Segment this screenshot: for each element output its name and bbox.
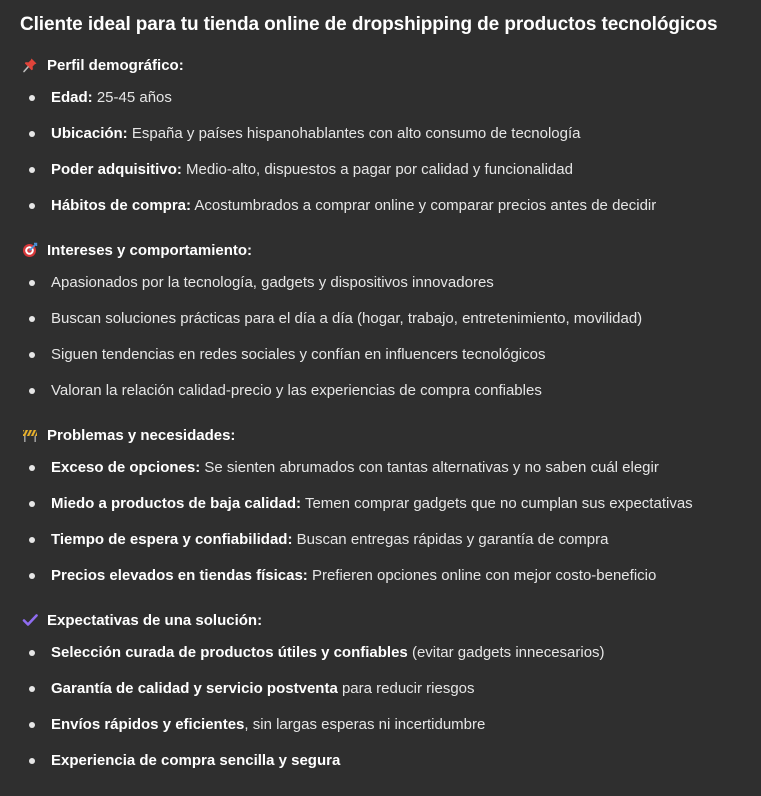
bullet-icon — [29, 167, 35, 173]
list-item — [20, 486, 761, 522]
list-item-key: Experiencia de compra sencilla y segura — [51, 752, 341, 769]
list-item-text: Siguen tendencias en redes sociales y confían en influencers tecnológicos — [51, 346, 546, 363]
list-item — [20, 671, 761, 707]
bullet-icon — [29, 686, 35, 692]
list-item — [20, 522, 761, 558]
list-item-text: Apasionados por la tecnología, gadgets y dispositivos innovadores — [51, 274, 494, 291]
list-item-text: (evitar gadgets innecesarios) — [407, 644, 605, 661]
list-item-text: 25-45 años — [92, 89, 172, 106]
section-heading-label: Perfil demográfico: — [47, 56, 184, 74]
list-item-text: , sin largas esperas ni incertidumbre — [244, 716, 486, 733]
bullet-icon — [29, 316, 35, 322]
section-heading-label: Intereses y comportamiento: — [47, 241, 253, 259]
list-item-key: Hábitos de compra: — [51, 197, 192, 214]
bullet-icon — [29, 280, 35, 286]
bullet-icon — [29, 722, 35, 728]
bullet-icon — [29, 650, 35, 656]
list-item-key: Tiempo de espera y confiabilidad: — [51, 531, 293, 548]
bullet-icon — [29, 758, 35, 764]
list-item-key: Garantía de calidad y servicio postventa — [51, 680, 338, 697]
list-item — [20, 373, 761, 409]
bullet-icon — [29, 203, 35, 209]
list-item-text: Temen comprar gadgets que no cumplan sus expectativas — [301, 495, 693, 512]
section-problemas-y-necesidades — [20, 421, 761, 594]
list-item — [20, 558, 761, 594]
list-item — [20, 188, 761, 224]
list-item-text: Acostumbrados a comprar online y comparar precios antes de decidir — [191, 197, 657, 214]
list-item-key: Ubicación: — [51, 125, 128, 142]
bullet-icon — [29, 573, 35, 579]
list-item-text: para reducir riesgos — [337, 680, 475, 697]
section-heading — [20, 51, 761, 79]
list-item-key: Miedo a productos de baja calidad: — [51, 495, 302, 512]
bullet-list — [20, 450, 761, 594]
pushpin-icon — [21, 56, 39, 74]
list-item-text: Medio-alto, dispuestos a pagar por calidad y funcionalidad — [181, 161, 573, 178]
list-item — [20, 337, 761, 373]
list-item — [20, 116, 761, 152]
bullet-icon — [29, 131, 35, 137]
list-item-key: Exceso de opciones: — [51, 459, 201, 476]
bullet-icon — [29, 352, 35, 358]
list-item-text: España y países hispanohablantes con alto consumo de tecnología — [127, 125, 581, 142]
list-item — [20, 450, 761, 486]
sections-container — [20, 51, 761, 779]
list-item-key: Selección curada de productos útiles y confiables — [51, 644, 408, 661]
section-heading — [20, 421, 761, 449]
construction-barrier-icon — [21, 426, 39, 444]
list-item-text: Buscan soluciones prácticas para el día a día (hogar, trabajo, entretenimiento, movilidad) — [51, 310, 643, 327]
bullet-list — [20, 80, 761, 224]
bullet-icon — [29, 501, 35, 507]
list-item — [20, 743, 761, 779]
list-item-key: Precios elevados en tiendas físicas: — [51, 567, 308, 584]
section-intereses-y-comportamiento — [20, 236, 761, 409]
section-heading-label: Expectativas de una solución: — [47, 611, 263, 629]
list-item — [20, 635, 761, 671]
list-item — [20, 301, 761, 337]
list-item-text: Valoran la relación calidad-precio y las experiencias de compra confiables — [51, 382, 542, 399]
checkmark-icon — [21, 611, 39, 629]
list-item-key: Edad: — [51, 89, 93, 106]
section-perfil-demografico — [20, 51, 761, 224]
list-item — [20, 265, 761, 301]
section-heading-label: Problemas y necesidades: — [47, 426, 236, 444]
section-heading — [20, 606, 761, 634]
bullet-icon — [29, 95, 35, 101]
section-heading — [20, 236, 761, 264]
list-item — [20, 152, 761, 188]
bullet-icon — [29, 537, 35, 543]
list-item — [20, 80, 761, 116]
list-item-text: Se sienten abrumados con tantas alternativas y no saben cuál elegir — [200, 459, 659, 476]
list-item-text: Buscan entregas rápidas y garantía de compra — [292, 531, 609, 548]
section-expectativas-de-una-solucion — [20, 606, 761, 779]
list-item-text: Prefieren opciones online con mejor costo-beneficio — [307, 567, 657, 584]
bullet-icon — [29, 465, 35, 471]
list-item — [20, 707, 761, 743]
page-title: Cliente ideal para tu tienda online de dropshipping de productos tecnológicos — [20, 14, 718, 35]
target-icon — [21, 241, 39, 259]
list-item-key: Poder adquisitivo: — [51, 161, 182, 178]
list-item-key: Envíos rápidos y eficientes — [51, 716, 245, 733]
bullet-list — [20, 635, 761, 779]
bullet-list — [20, 265, 761, 409]
bullet-icon — [29, 388, 35, 394]
